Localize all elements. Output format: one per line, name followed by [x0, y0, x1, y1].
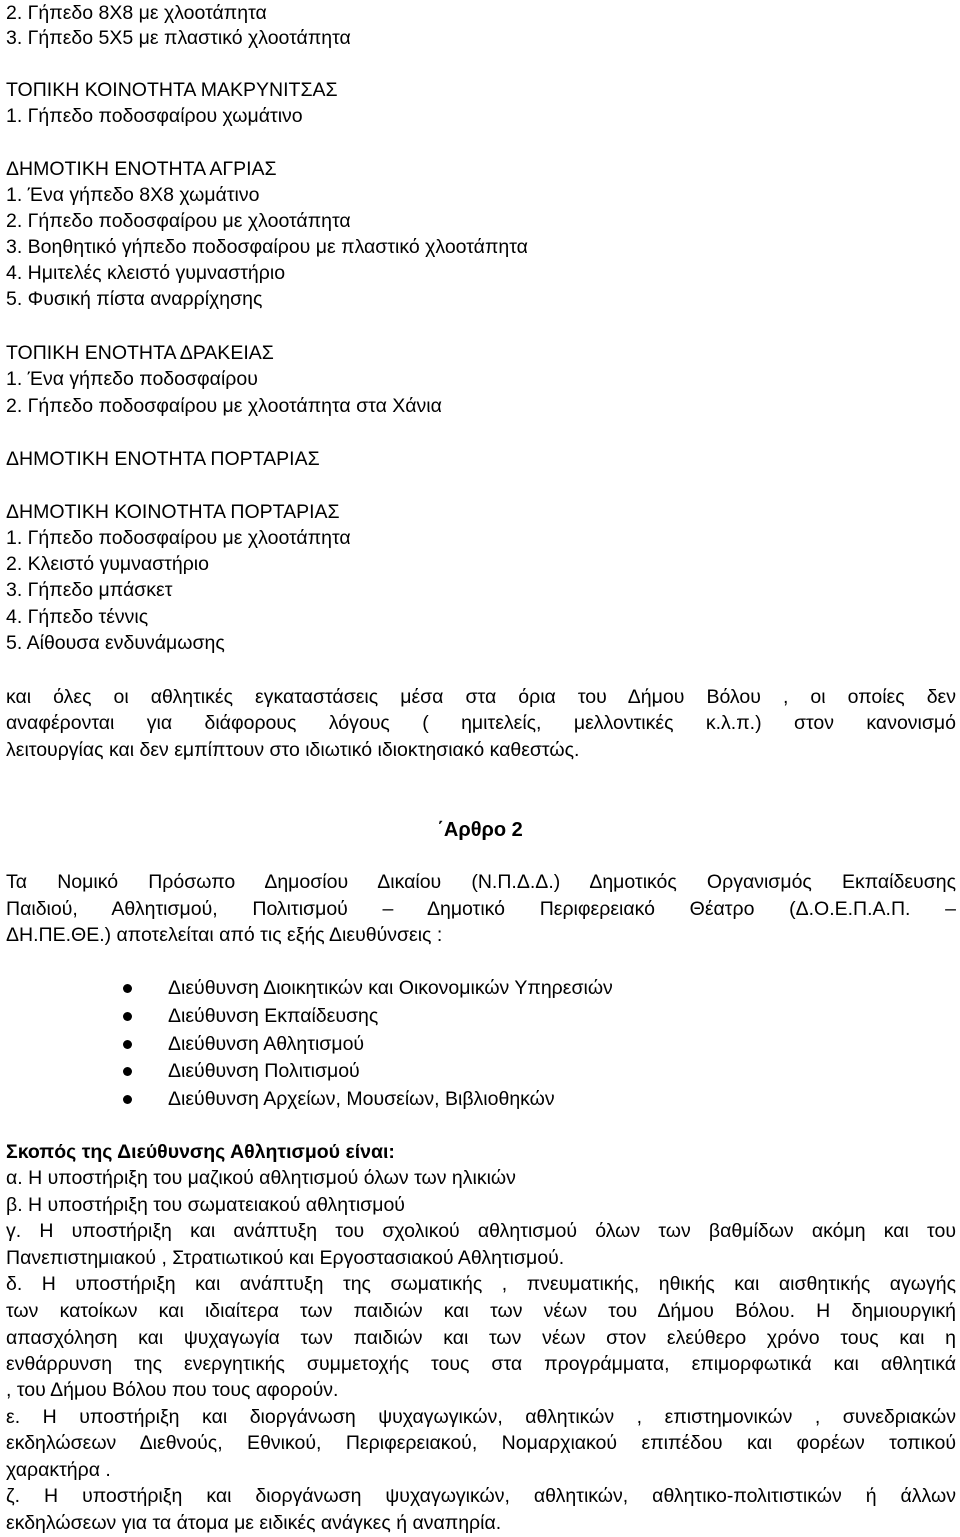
purpose-item: β. Η υποστήριξη του σωματειακού αθλητισμού — [6, 1194, 405, 1216]
paragraph-line: λειτουργίας και δεν εμπίπτουν στο ιδιωτικό ιδιοκτησιακό καθεστώς. — [6, 739, 580, 761]
purpose-item: χαρακτήρα . — [6, 1459, 111, 1481]
facility-item: 4. Γήπεδο τέννις — [6, 606, 149, 628]
facility-item: 1. Γήπεδο ποδοσφαίρου χωμάτινο — [6, 105, 303, 127]
facility-item: 1. Γήπεδο ποδοσφαίρου με χλοοτάπητα — [6, 527, 351, 549]
purpose-item: ενθάρρυνση της ενεργητικής συμμετοχής τους στα προγράμματα, επιμορφωτικά και αθλητικά — [6, 1353, 956, 1375]
purpose-item: Πανεπιστημιακού , Στρατιωτικού και Εργοστασιακού Αθλητισμού. — [6, 1247, 565, 1269]
purpose-item: εκδηλώσεων Διεθνούς, Εθνικού, Περιφερειακού, Νομαρχιακού επιπέδου και φορέων τοπικού — [6, 1432, 956, 1454]
section-heading: ΔΗΜΟΤΙΚΗ ΕΝΟΤΗΤΑ ΑΓΡΙΑΣ — [6, 158, 277, 180]
article-heading: ΄Αρθρο 2 — [437, 819, 523, 841]
facility-item: 3. Γήπεδο 5Χ5 με πλαστικό χλοοτάπητα — [6, 27, 351, 49]
section-heading: ΔΗΜΟΤΙΚΗ ΚΟΙΝΟΤΗΤΑ ΠΟΡΤΑΡΙΑΣ — [6, 501, 340, 523]
section-heading: ΤΟΠΙΚΗ ΕΝΟΤΗΤΑ ΔΡΑΚΕΙΑΣ — [6, 342, 274, 364]
paragraph-line: αναφέρονται για διάφορους λόγους ( ημιτελείς, μελλοντικές κ.λ.π.) στον κανονισμό — [6, 712, 956, 734]
bullet-icon — [123, 1012, 132, 1021]
bullet-icon — [123, 1067, 132, 1076]
facility-item: 1. Ένα γήπεδο 8Χ8 χωμάτινο — [6, 184, 260, 206]
facility-item: 2. Γήπεδο ποδοσφαίρου με χλοοτάπητα — [6, 210, 351, 232]
section-heading: ΤΟΠΙΚΗ ΚΟΙΝΟΤΗΤΑ ΜΑΚΡΥΝΙΤΣΑΣ — [6, 79, 338, 101]
purpose-item: ζ. Η υποστήριξη και διοργάνωση ψυχαγωγικών, αθλητικών, αθλητικο-πολιτιστικών ή άλλων — [6, 1485, 956, 1507]
paragraph-line: και όλες οι αθλητικές εγκαταστάσεις μέσα στα όρια του Δήμου Βόλου , οι οποίες δεν — [6, 686, 956, 708]
paragraph-line: Παιδιού, Αθλητισμού, Πολιτισμού – Δημοτικό Περιφερειακό Θέατρο (Δ.Ο.Ε.Π.Α.Π. – — [6, 898, 956, 920]
facility-item: 2. Κλειστό γυμναστήριο — [6, 553, 209, 575]
directorate-item: Διεύθυνση Αρχείων, Μουσείων, Βιβλιοθηκών — [168, 1088, 555, 1110]
purpose-item: γ. Η υποστήριξη και ανάπτυξη του σχολικού αθλητισμού όλων των βαθμίδων ακόμη και του — [6, 1220, 956, 1242]
directorate-item: Διεύθυνση Αθλητισμού — [168, 1033, 365, 1055]
facility-item: 3. Γήπεδο μπάσκετ — [6, 579, 173, 601]
purpose-item: δ. Η υποστήριξη και ανάπτυξη της σωματικής , πνευματικής, ηθικής και αισθητικής αγωγής — [6, 1273, 956, 1295]
paragraph-line: ΔΗ.ΠΕ.ΘΕ.) αποτελείται από τις εξής Διευθύνσεις : — [6, 924, 443, 946]
facility-item: 3. Βοηθητικό γήπεδο ποδοσφαίρου με πλαστικό χλοοτάπητα — [6, 236, 528, 258]
purpose-item: , του Δήμου Βόλου που τους αφορούν. — [6, 1379, 339, 1401]
facility-item: 2. Γήπεδο 8Χ8 με χλοοτάπητα — [6, 2, 267, 24]
facility-item: 4. Ημιτελές κλειστό γυμναστήριο — [6, 262, 286, 284]
directorate-item: Διεύθυνση Πολιτισμού — [168, 1060, 360, 1082]
facility-item: 2. Γήπεδο ποδοσφαίρου με χλοοτάπητα στα Χάνια — [6, 395, 442, 417]
facility-item: 5. Αίθουσα ενδυνάμωσης — [6, 632, 225, 654]
facility-item: 1. Ένα γήπεδο ποδοσφαίρου — [6, 368, 258, 390]
purpose-item: α. Η υποστήριξη του μαζικού αθλητισμού όλων των ηλικιών — [6, 1167, 516, 1189]
purpose-heading: Σκοπός της Διεύθυνσης Αθλητισμού είναι: — [6, 1141, 395, 1163]
paragraph-line: Τα Νομικό Πρόσωπο Δημοσίου Δικαίου (Ν.Π.Δ.Δ.) Δημοτικός Οργανισμός Εκπαίδευσης — [6, 871, 956, 893]
purpose-item: ε. Η υποστήριξη και διοργάνωση ψυχαγωγικών, αθλητικών , επιστημονικών , συνεδριακών — [6, 1406, 956, 1428]
facility-item: 5. Φυσική πίστα αναρρίχησης — [6, 288, 263, 310]
section-heading: ΔΗΜΟΤΙΚΗ ΕΝΟΤΗΤΑ ΠΟΡΤΑΡΙΑΣ — [6, 448, 320, 470]
directorate-item: Διεύθυνση Εκπαίδευσης — [168, 1005, 379, 1027]
purpose-item: απασχόληση και ψυχαγωγία των παιδιών και των νέων στον ελεύθερο χρόνο τους και η — [6, 1327, 956, 1349]
bullet-icon — [123, 1095, 132, 1104]
bullet-icon — [123, 1040, 132, 1049]
bullet-icon — [123, 984, 132, 993]
purpose-item: των κατοίκων και ιδιαίτερα των παιδιών και των νέων του Δήμου Βόλου. Η δημιουργική — [6, 1300, 956, 1322]
purpose-item: εκδηλώσεων για τα άτομα με ειδικές ανάγκες ή αναπηρία. — [6, 1512, 502, 1534]
directorate-item: Διεύθυνση Διοικητικών και Οικονομικών Υπηρεσιών — [168, 977, 613, 999]
